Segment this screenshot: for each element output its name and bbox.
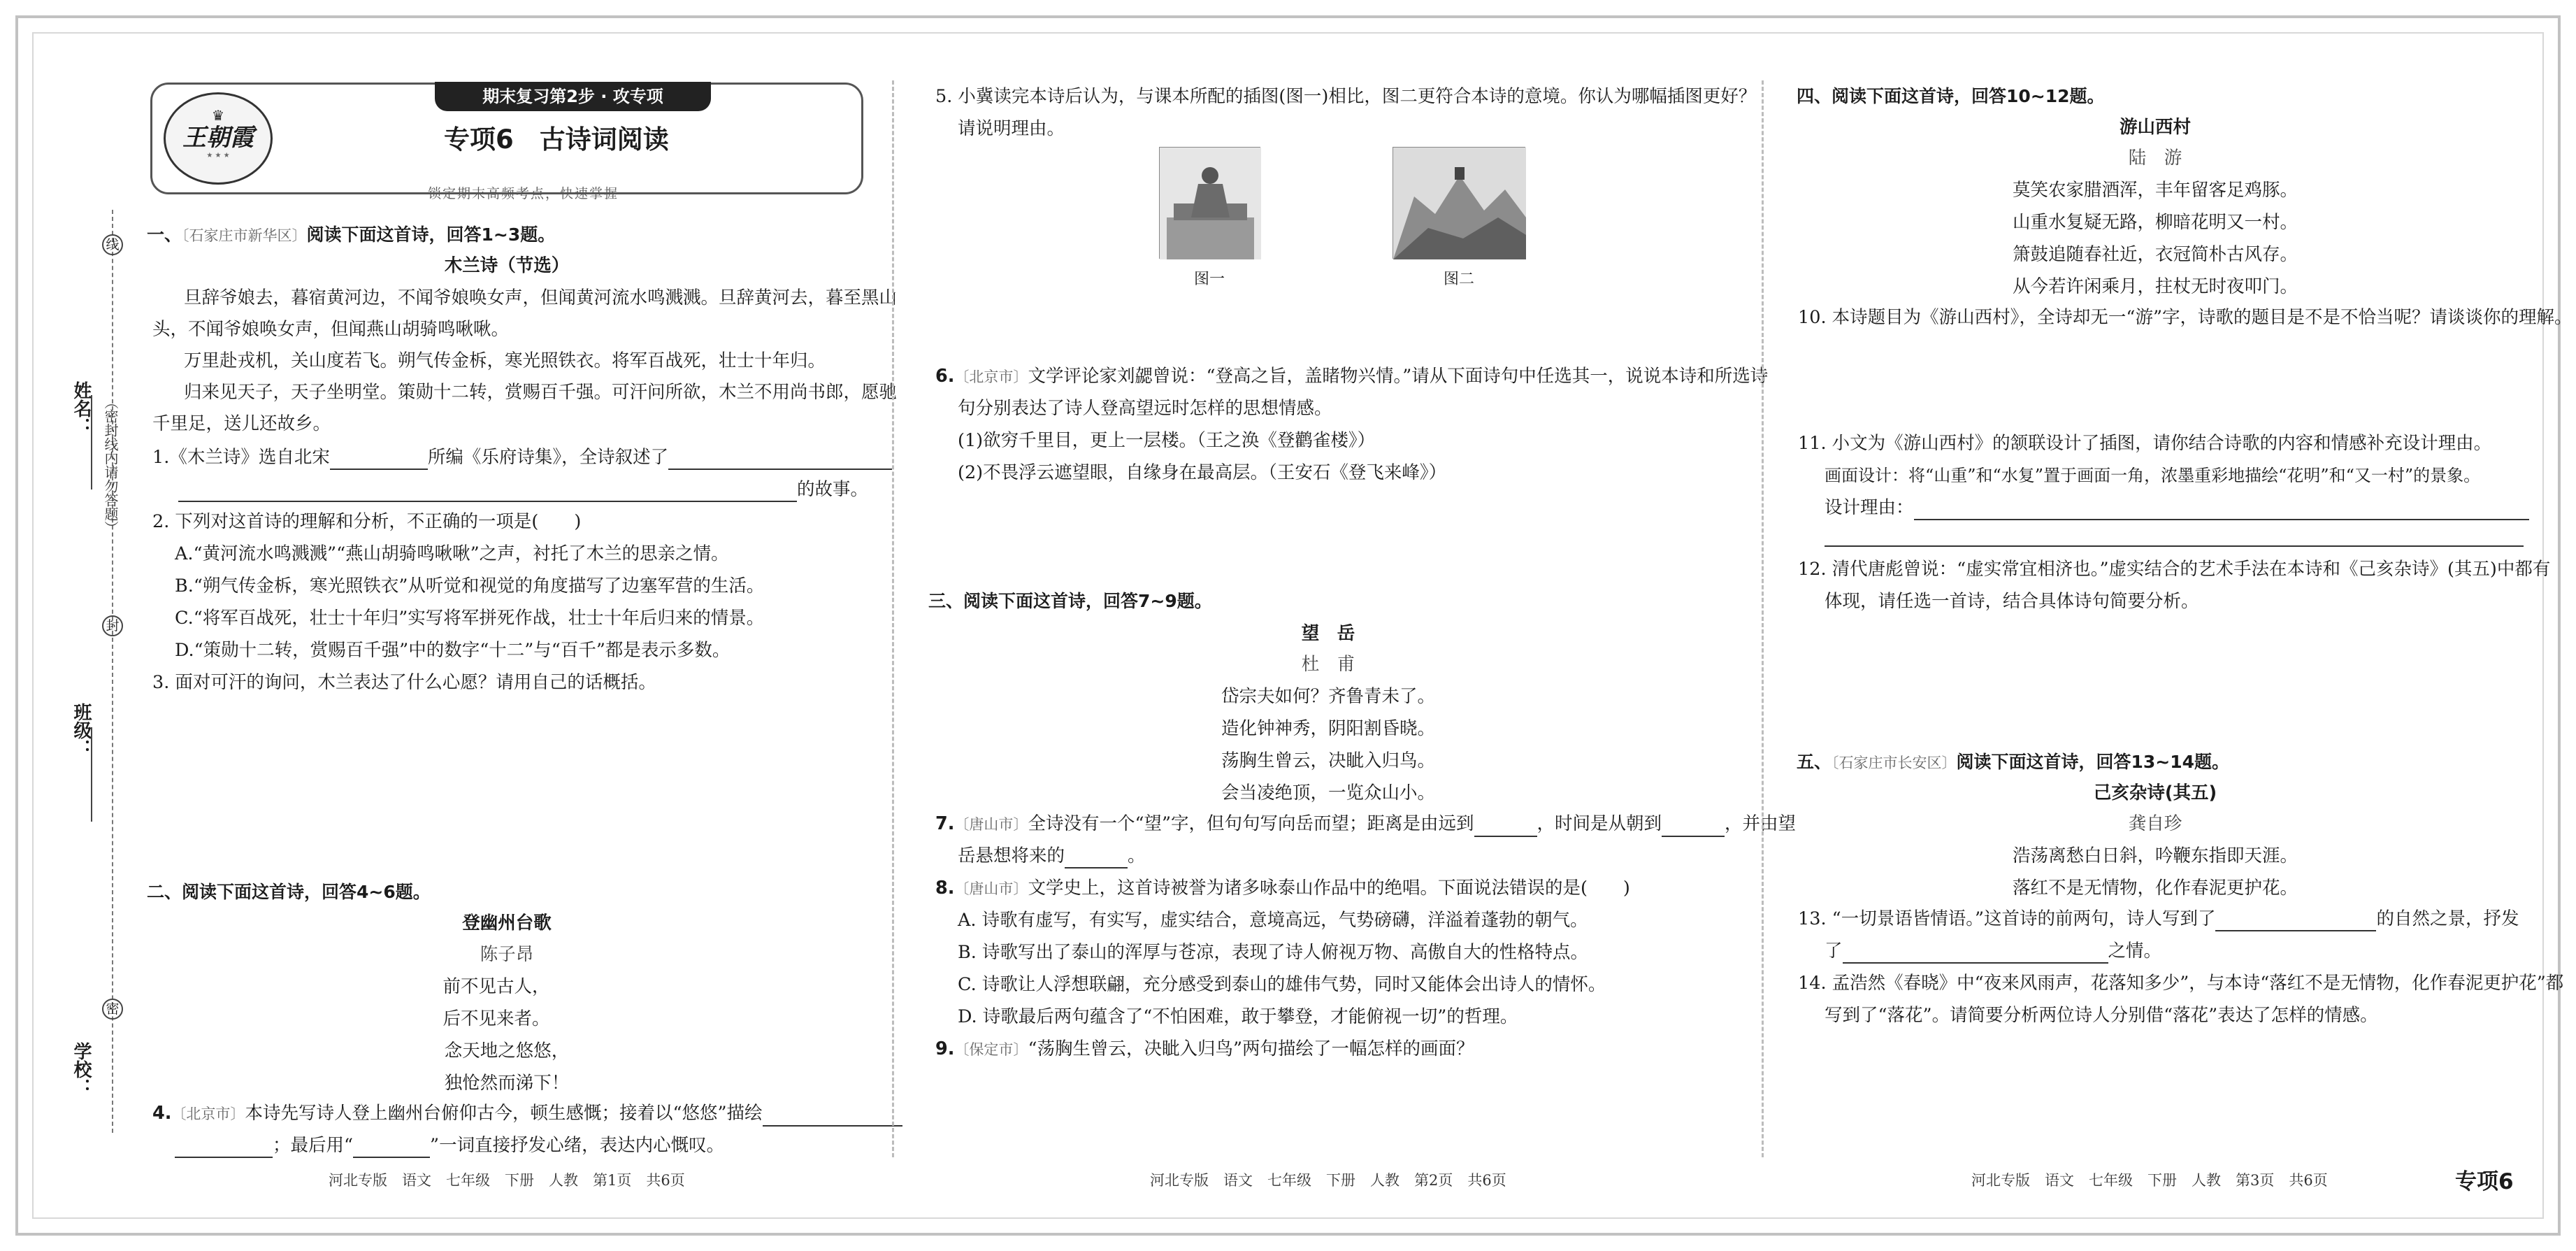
question-2-option: B.“朔气传金柝，寒光照铁衣”从听觉和视觉的角度描写了边塞军营的生活。 bbox=[175, 576, 765, 596]
poem-1-line: 千里足，送儿还故乡。 bbox=[152, 413, 331, 434]
page-subtitle: 锁定期末高频考点，快速掌握 bbox=[428, 186, 619, 201]
poem-2-line: 念天地之悠悠， bbox=[444, 1041, 570, 1061]
seal-mark-xian: 线 bbox=[102, 234, 123, 255]
poem-4-line: 从今若许闲乘月，拄杖无时夜叩门。 bbox=[2012, 276, 2298, 297]
poem-5-line: 落红不是无情物，化作春泥更护花。 bbox=[2012, 878, 2298, 899]
figure-2-image bbox=[1393, 147, 1525, 259]
question-1-cont: 的故事。 bbox=[178, 477, 868, 502]
poem-3-title: 望 岳 bbox=[1301, 623, 1355, 644]
answer-blank[interactable] bbox=[1914, 501, 2529, 520]
name-label: 姓名： bbox=[71, 381, 92, 436]
question-8: 8.〔唐山市〕文学史上，这首诗被誉为诸多咏泰山作品中的绝唱。下面说法错误的是( ) bbox=[935, 878, 1630, 899]
question-6-answer-area[interactable] bbox=[935, 489, 1739, 573]
header-banner: 期末复习第2步 · 攻专项 bbox=[435, 82, 711, 111]
logo-crown-icon: ♛ bbox=[212, 107, 224, 124]
question-14-answer-area[interactable] bbox=[1798, 1034, 2511, 1152]
poem-5-author: 龚自珍 bbox=[2128, 813, 2182, 834]
question-10: 10. 本诗题目为《游山西村》，全诗却无一“游”字，诗歌的题目是不是不恰当呢？请谈谈你的理解。 bbox=[1798, 307, 2573, 328]
logo-ribbon: ★ ★ ★ bbox=[206, 152, 230, 159]
question-8-option: C. 诗歌让人浮想联翩，充分感受到泰山的雄伟气势，同时又能体会出诗人的情怀。 bbox=[958, 974, 1606, 995]
question-7-cont: 岳悬想将来的 。 bbox=[958, 843, 1146, 868]
question-3: 3. 面对可汗的询问，木兰表达了什么心愿？请用自己的话概括。 bbox=[152, 672, 656, 693]
poem-4-author: 陆 游 bbox=[2128, 148, 2182, 169]
poem-2-author: 陈子昂 bbox=[480, 944, 534, 965]
poem-4-line: 莫笑农家腊酒浑，丰年留客足鸡豚。 bbox=[2012, 180, 2298, 201]
answer-line[interactable] bbox=[1825, 545, 2524, 547]
seal-mark-mi: 密 bbox=[102, 999, 123, 1020]
section-1-heading: 一、〔石家庄市新华区〕阅读下面这首诗，回答1~3题。 bbox=[147, 224, 556, 245]
answer-blank[interactable] bbox=[668, 450, 892, 470]
poem-2-line: 前不见古人， bbox=[442, 976, 550, 997]
question-6-cont: 句分别表达了诗人登高望远时怎样的思想情感。 bbox=[958, 398, 1332, 419]
poem-2-line: 后不见来者。 bbox=[442, 1008, 550, 1029]
answer-blank[interactable] bbox=[1474, 817, 1537, 837]
page-title: 专项6 古诗词阅读 bbox=[444, 124, 669, 155]
section-5-heading: 五、〔石家庄市长安区〕阅读下面这首诗，回答13~14题。 bbox=[1797, 752, 2230, 772]
name-underline bbox=[91, 395, 92, 489]
seal-mark-feng: 封 bbox=[102, 615, 123, 636]
question-9: 9.〔保定市〕“荡胸生曾云，决眦入归鸟”两句描绘了一幅怎样的画面？ bbox=[935, 1038, 1474, 1059]
poem-2-line: 独怆然而涕下！ bbox=[444, 1073, 570, 1094]
answer-blank[interactable] bbox=[353, 1138, 430, 1158]
figure-2-caption: 图二 bbox=[1443, 271, 1475, 288]
poem-3-author: 杜 甫 bbox=[1301, 654, 1355, 675]
poem-2-title: 登幽州台歌 bbox=[462, 913, 552, 934]
answer-blank[interactable] bbox=[330, 450, 428, 470]
poem-4-line: 山重水复疑无路，柳暗花明又一村。 bbox=[2012, 212, 2298, 233]
question-4: 4.〔北京市〕本诗先写诗人登上幽州台俯仰古今，顿生感慨；接着以“悠悠”描绘 bbox=[152, 1101, 902, 1127]
brand-logo bbox=[164, 92, 273, 185]
poem-1-line: 归来见天子，天子坐明堂。策勋十二转，赏赐百千强。可汗问所欲，木兰不用尚书郎，愿驰 bbox=[184, 382, 898, 403]
question-12-cont: 体现，请任选一首诗，结合具体诗句简要分析。 bbox=[1825, 591, 2199, 612]
section-3-heading: 三、阅读下面这首诗，回答7~9题。 bbox=[928, 591, 1212, 611]
question-1: 1.《木兰诗》选自北宋 所编《乐府诗集》，全诗叙述了 bbox=[152, 445, 892, 470]
question-12: 12. 清代唐彪曾说：“虚实常宜相济也。”虚实结合的艺术手法在本诗和《己亥杂诗》(其五)中都有 bbox=[1798, 559, 2551, 580]
question-9-answer-area[interactable] bbox=[935, 1066, 1739, 1150]
poem-1-line: 头，不闻爷娘唤女声，但闻燕山胡骑鸣啾啾。 bbox=[152, 319, 510, 340]
answer-blank[interactable] bbox=[2215, 912, 2376, 931]
question-13: 13. “一切景语皆情语。”这首诗的前两句，诗人写到了 的自然之景，抒发 bbox=[1798, 906, 2519, 931]
answer-blank[interactable] bbox=[1843, 944, 2108, 964]
poem-3-line: 荡胸生曾云，决眦入归鸟。 bbox=[1221, 750, 1436, 771]
figure-1-image bbox=[1159, 147, 1260, 259]
question-14: 14. 孟浩然《春晓》中“夜来风雨声，花落知多少”，与本诗“落红不是无情物，化作春泥更护花”都 bbox=[1798, 973, 2564, 994]
question-2-option: D.“策勋十二转，赏赐百千强”中的数字“十二”与“百千”都是表示多数。 bbox=[175, 640, 731, 661]
answer-blank[interactable] bbox=[1662, 817, 1725, 837]
poem-1-line: 旦辞爷娘去，暮宿黄河边，不闻爷娘唤女声，但闻黄河流水鸣溅溅。旦辞黄河去，暮至黑山 bbox=[184, 287, 898, 308]
question-6: 6.〔北京市〕文学评论家刘勰曾说：“登高之旨，盖睹物兴情。”请从下面诗句中任选其一，说说本诗和所选诗 bbox=[935, 366, 1769, 387]
question-2: 2. 下列对这首诗的理解和分析，不正确的一项是( ) bbox=[152, 511, 582, 532]
poem-5-title: 己亥杂诗(其五) bbox=[2093, 782, 2217, 803]
answer-blank[interactable] bbox=[1065, 849, 1128, 868]
question-7: 7.〔唐山市〕全诗没有一个“望”字，但句句写向岳而望；距离是由远到 ，时间是从朝到 ，并由望 bbox=[935, 811, 1796, 837]
question-12-answer-area[interactable] bbox=[1798, 619, 2511, 745]
answer-blank[interactable] bbox=[763, 1107, 902, 1127]
poem-1-title: 木兰诗（节选） bbox=[444, 255, 570, 276]
question-2-option: A.“黄河流水鸣溅溅”“燕山胡骑鸣啾啾”之声，衬托了木兰的思亲之情。 bbox=[175, 543, 729, 564]
question-11-reason: 设计理由： bbox=[1825, 495, 2529, 520]
answer-blank[interactable] bbox=[175, 1138, 273, 1158]
school-label: 学校： bbox=[71, 1042, 92, 1096]
class-label: 班级： bbox=[71, 703, 92, 757]
poem-3-line: 岱宗夫如何？齐鲁青未了。 bbox=[1221, 686, 1436, 707]
footer-page-1: 河北专版 语文 七年级 下册 人教 第1页 共6页 bbox=[329, 1172, 685, 1189]
poem-3-line: 会当凌绝顶，一览众山小。 bbox=[1221, 782, 1436, 803]
poem-4-title: 游山西村 bbox=[2119, 117, 2192, 138]
question-5: 5. 小冀读完本诗后认为，与课本所配的插图(图一)相比，图二更符合本诗的意境。你认为哪幅插图更好？ bbox=[935, 86, 1757, 107]
seal-notice: （密封线内请勿答题） bbox=[102, 395, 119, 535]
footer-page-3: 河北专版 语文 七年级 下册 人教 第3页 共6页 bbox=[1971, 1172, 2328, 1189]
poem-1-line: 万里赴戎机，关山度若飞。朔气传金柝，寒光照铁衣。将军百战死，壮士十年归。 bbox=[184, 350, 826, 371]
poem-3-line: 造化钟神秀，阴阳割昏晓。 bbox=[1221, 718, 1436, 739]
question-8-option: D. 诗歌最后两句蕴含了“不怕困难，敢于攀登，才能俯视一切”的哲理。 bbox=[958, 1006, 1518, 1027]
question-6-item: (2)不畏浮云遮望眼，自缘身在最高层。（王安石《登飞来峰》） bbox=[958, 462, 1447, 483]
question-4-cont: ；最后用“ ”一词直接抒发心绪，表达内心慨叹。 bbox=[175, 1133, 724, 1158]
question-11: 11. 小文为《游山西村》的颔联设计了插图，请你结合诗歌的内容和情感补充设计理由。 bbox=[1798, 433, 2492, 454]
section-2-heading: 二、阅读下面这首诗，回答4~6题。 bbox=[147, 882, 431, 902]
footer-section-tag: 专项6 bbox=[2455, 1169, 2514, 1194]
question-3-answer-area[interactable] bbox=[152, 699, 858, 871]
poem-5-line: 浩荡离愁白日斜，吟鞭东指即天涯。 bbox=[2012, 845, 2298, 866]
figure-1-caption: 图一 bbox=[1193, 271, 1225, 288]
question-14-cont: 写到了“落花”。请简要分析两位诗人分别借“落花”表达了怎样的情感。 bbox=[1825, 1005, 2378, 1026]
question-2-option: C.“将军百战死，壮士十年归”实写将军拼死作战，壮士十年后归来的情景。 bbox=[175, 608, 765, 629]
question-8-option: B. 诗歌写出了泰山的浑厚与苍凉，表现了诗人俯视万物、高傲自大的性格特点。 bbox=[958, 942, 1588, 963]
question-6-item: (1)欲穷千里目，更上一层楼。（王之涣《登鹳雀楼》） bbox=[958, 430, 1376, 451]
section-4-heading: 四、阅读下面这首诗，回答10~12题。 bbox=[1797, 86, 2105, 106]
poem-4-line: 箫鼓追随春社近，衣冠简朴古风存。 bbox=[2012, 244, 2298, 265]
class-underline bbox=[91, 727, 92, 822]
question-13-cont: 了 之情。 bbox=[1825, 938, 2161, 964]
question-11-design: 画面设计：将“山重”和“水复”置于画面一角，浓墨重彩地描绘“花明”和“又一村”的景象。 bbox=[1825, 466, 2481, 485]
seal-line bbox=[112, 210, 113, 1133]
column-divider-1 bbox=[892, 80, 894, 1157]
question-8-option: A. 诗歌有虚写，有实写，虚实结合，意境高远，气势磅礴，洋溢着蓬勃的朝气。 bbox=[958, 910, 1588, 931]
question-10-answer-area[interactable] bbox=[1798, 336, 2511, 427]
column-divider-2 bbox=[1762, 80, 1764, 1157]
footer-page-2: 河北专版 语文 七年级 下册 人教 第2页 共6页 bbox=[1150, 1172, 1506, 1189]
logo-text: 王朝霞 bbox=[182, 124, 254, 152]
question-5-cont: 请说明理由。 bbox=[958, 118, 1065, 139]
answer-blank[interactable] bbox=[178, 482, 797, 502]
